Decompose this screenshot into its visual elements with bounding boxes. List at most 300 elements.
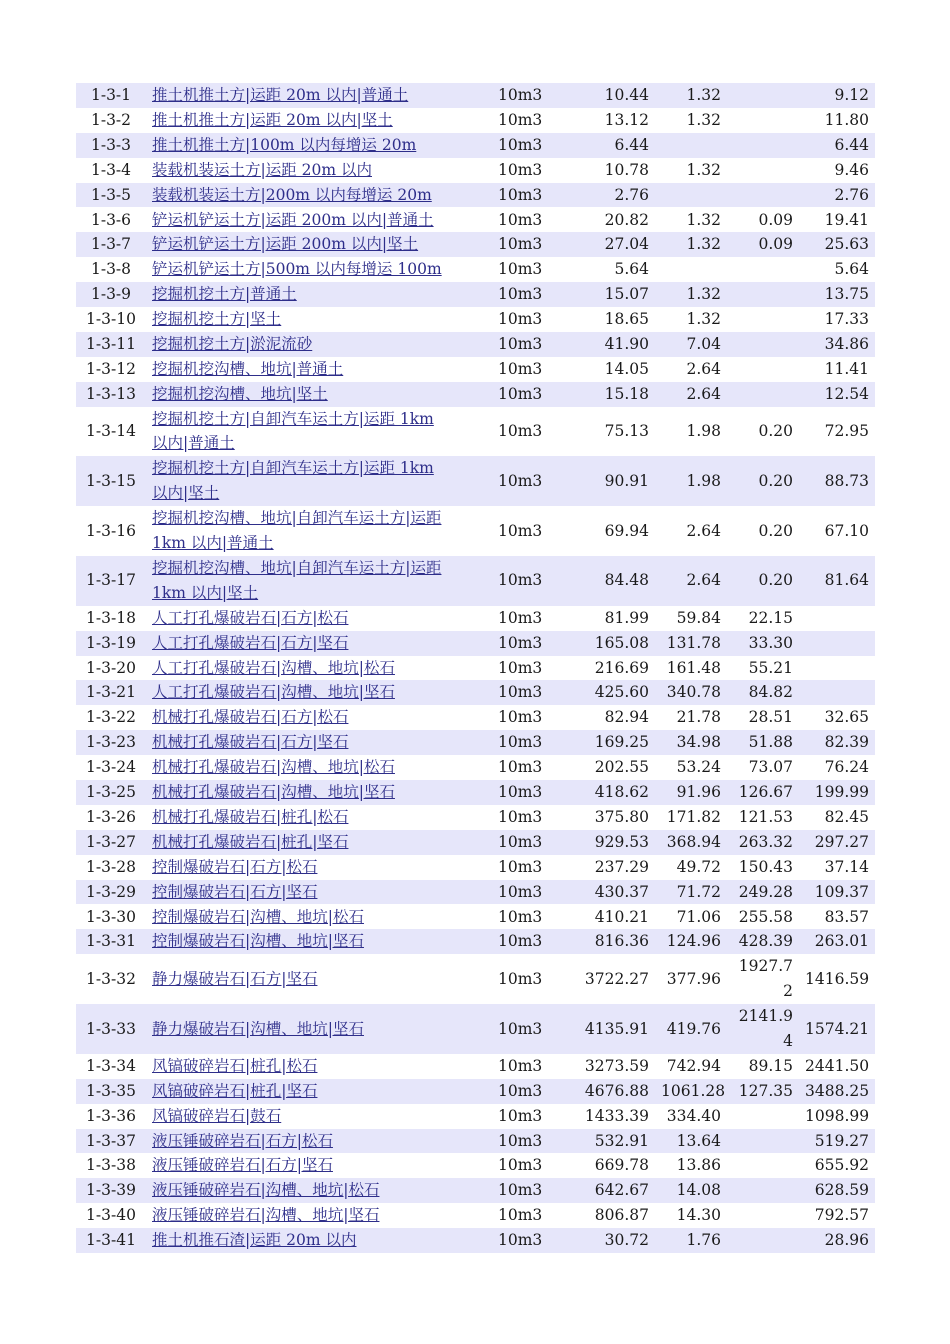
quota-code-cell: 1-3-17: [76, 556, 146, 606]
quota-name-link[interactable]: 铲运机铲运土方|运距 200m 以内|普通土: [152, 210, 434, 229]
quota-name-link[interactable]: 机械打孔爆破岩石|桩孔|坚石: [152, 832, 349, 851]
quota-name-cell: [146, 183, 458, 208]
unit-cell: 10m3: [458, 880, 553, 905]
labor-cost-cell: 1.98: [655, 456, 727, 506]
quota-name-link[interactable]: 机械打孔爆破岩石|沟槽、地坑|松石: [152, 758, 395, 777]
quota-name-link[interactable]: 液压锤破碎岩石|石方|松石: [152, 1131, 333, 1150]
quota-name-link[interactable]: 挖掘机挖土方|自卸汽车运土方|运距 1km 以内|普通土: [152, 409, 434, 453]
machine-cost-cell: 519.27: [799, 1129, 875, 1154]
labor-cost-cell: 1.98: [655, 407, 727, 457]
quota-name-link[interactable]: 装载机装运土方|200m 以内每增运 20m: [152, 185, 432, 204]
table-row: [76, 407, 875, 457]
machine-cost-cell: 83.57: [799, 904, 875, 929]
quota-name-cell: [146, 1054, 458, 1079]
quota-code-cell: 1-3-22: [76, 705, 146, 730]
total-price-cell: 75.13: [553, 407, 655, 457]
material-cost-cell: 150.43: [727, 855, 799, 880]
quota-name-link[interactable]: 静力爆破岩石|沟槽、地坑|坚石: [152, 1019, 364, 1038]
quota-name-cell: [146, 1079, 458, 1104]
table-row: [76, 506, 875, 556]
quota-name-cell: [146, 382, 458, 407]
material-cost-cell: [727, 1104, 799, 1129]
table-row: [76, 232, 875, 257]
quota-name-link[interactable]: 挖掘机挖土方|淤泥流砂: [152, 334, 313, 353]
quota-name-cell: [146, 506, 458, 556]
total-price-cell: 18.65: [553, 307, 655, 332]
total-price-cell: 425.60: [553, 680, 655, 705]
material-cost-cell: [727, 183, 799, 208]
machine-cost-cell: 72.95: [799, 407, 875, 457]
quota-code-cell: 1-3-26: [76, 805, 146, 830]
total-price-cell: 3722.27: [553, 954, 655, 1004]
total-price-cell: 642.67: [553, 1178, 655, 1203]
table-row: [76, 656, 875, 681]
unit-cell: 10m3: [458, 1054, 553, 1079]
labor-cost-cell: 14.30: [655, 1203, 727, 1228]
unit-cell: 10m3: [458, 606, 553, 631]
quota-code-cell: 1-3-36: [76, 1104, 146, 1129]
quota-code-cell: 1-3-38: [76, 1153, 146, 1178]
table-row: [76, 257, 875, 282]
quota-code-cell: 1-3-35: [76, 1079, 146, 1104]
total-price-cell: 806.87: [553, 1203, 655, 1228]
labor-cost-cell: 91.96: [655, 780, 727, 805]
quota-code-cell: 1-3-6: [76, 207, 146, 232]
quota-name-cell: [146, 407, 458, 457]
quota-code-cell: 1-3-12: [76, 357, 146, 382]
quota-name-cell: [146, 954, 458, 1004]
quota-name-link[interactable]: 风镐破碎岩石|桩孔|松石: [152, 1056, 318, 1075]
table-row: [76, 1203, 875, 1228]
quota-name-link[interactable]: 液压锤破碎岩石|沟槽、地坑|松石: [152, 1181, 380, 1200]
total-price-cell: 669.78: [553, 1153, 655, 1178]
labor-cost-cell: 1.32: [655, 282, 727, 307]
quota-name-link[interactable]: 挖掘机挖土方|坚土: [152, 310, 282, 329]
machine-cost-cell: 17.33: [799, 307, 875, 332]
machine-cost-cell: 82.39: [799, 730, 875, 755]
total-price-cell: 81.99: [553, 606, 655, 631]
machine-cost-cell: [799, 680, 875, 705]
material-cost-cell: 126.67: [727, 780, 799, 805]
total-price-cell: 15.07: [553, 282, 655, 307]
quota-name-cell: [146, 1228, 458, 1253]
quota-name-link[interactable]: 挖掘机挖沟槽、地坑|坚土: [152, 384, 328, 403]
total-price-cell: 10.44: [553, 83, 655, 108]
table-row: [76, 1004, 875, 1054]
machine-cost-cell: 3488.25: [799, 1079, 875, 1104]
unit-cell: 10m3: [458, 1153, 553, 1178]
total-price-cell: 15.18: [553, 382, 655, 407]
material-cost-cell: 428.39: [727, 929, 799, 954]
total-price-cell: 532.91: [553, 1129, 655, 1154]
table-row: [76, 108, 875, 133]
unit-cell: 10m3: [458, 108, 553, 133]
labor-cost-cell: 171.82: [655, 805, 727, 830]
table-row: [76, 805, 875, 830]
quota-code-cell: 1-3-7: [76, 232, 146, 257]
machine-cost-cell: 2441.50: [799, 1054, 875, 1079]
quota-name-cell: [146, 1004, 458, 1054]
labor-cost-cell: [655, 257, 727, 282]
material-cost-cell: [727, 83, 799, 108]
unit-cell: 10m3: [458, 83, 553, 108]
unit-cell: 10m3: [458, 1104, 553, 1129]
total-price-cell: 816.36: [553, 929, 655, 954]
machine-cost-cell: 34.86: [799, 332, 875, 357]
quota-code-cell: 1-3-30: [76, 904, 146, 929]
quota-name-cell: [146, 307, 458, 332]
quota-name-cell: [146, 656, 458, 681]
quota-code-cell: 1-3-8: [76, 257, 146, 282]
quota-code-cell: 1-3-10: [76, 307, 146, 332]
labor-cost-cell: 1.76: [655, 1228, 727, 1253]
quota-name-cell: [146, 705, 458, 730]
total-price-cell: 202.55: [553, 755, 655, 780]
material-cost-cell: 0.20: [727, 506, 799, 556]
labor-cost-cell: 59.84: [655, 606, 727, 631]
labor-cost-cell: 71.72: [655, 880, 727, 905]
table-row: [76, 133, 875, 158]
table-row: [76, 282, 875, 307]
table-row: [76, 1054, 875, 1079]
unit-cell: 10m3: [458, 656, 553, 681]
labor-cost-cell: 14.08: [655, 1178, 727, 1203]
quota-name-cell: [146, 83, 458, 108]
material-cost-cell: [727, 133, 799, 158]
quota-table: [76, 83, 875, 1253]
table-row: [76, 1178, 875, 1203]
quota-name-link[interactable]: 控制爆破岩石|石方|松石: [152, 857, 318, 876]
unit-cell: 10m3: [458, 805, 553, 830]
machine-cost-cell: 67.10: [799, 506, 875, 556]
material-cost-cell: [727, 1178, 799, 1203]
table-row: [76, 307, 875, 332]
quota-name-cell: [146, 133, 458, 158]
material-cost-cell: 121.53: [727, 805, 799, 830]
machine-cost-cell: 1098.99: [799, 1104, 875, 1129]
machine-cost-cell: 1574.21: [799, 1004, 875, 1054]
quota-name-cell: [146, 556, 458, 606]
quota-name-link[interactable]: 人工打孔爆破岩石|石方|松石: [152, 608, 349, 627]
unit-cell: 10m3: [458, 755, 553, 780]
quota-name-link[interactable]: 铲运机铲运土方|运距 200m 以内|坚土: [152, 235, 419, 254]
total-price-cell: 4135.91: [553, 1004, 655, 1054]
quota-name-link[interactable]: 挖掘机挖沟槽、地坑|自卸汽车运土方|运距 1km 以内|普通土: [152, 509, 442, 553]
quota-name-link[interactable]: 挖掘机挖沟槽、地坑|普通土: [152, 359, 344, 378]
machine-cost-cell: 199.99: [799, 780, 875, 805]
material-cost-cell: [727, 257, 799, 282]
quota-name-cell: [146, 257, 458, 282]
quota-name-cell: [146, 1129, 458, 1154]
unit-cell: 10m3: [458, 282, 553, 307]
table-row: [76, 954, 875, 1004]
material-cost-cell: [727, 1203, 799, 1228]
machine-cost-cell: 792.57: [799, 1203, 875, 1228]
quota-code-cell: 1-3-16: [76, 506, 146, 556]
machine-cost-cell: 1416.59: [799, 954, 875, 1004]
unit-cell: 10m3: [458, 1228, 553, 1253]
quota-name-link[interactable]: 控制爆破岩石|石方|坚石: [152, 882, 318, 901]
quota-name-cell: [146, 880, 458, 905]
quota-code-cell: 1-3-40: [76, 1203, 146, 1228]
machine-cost-cell: [799, 631, 875, 656]
quota-name-link[interactable]: 人工打孔爆破岩石|沟槽、地坑|坚石: [152, 683, 395, 702]
material-cost-cell: 263.32: [727, 830, 799, 855]
quota-name-link[interactable]: 液压锤破碎岩石|石方|坚石: [152, 1156, 333, 1175]
table-row: [76, 680, 875, 705]
total-price-cell: 410.21: [553, 904, 655, 929]
unit-cell: 10m3: [458, 730, 553, 755]
unit-cell: 10m3: [458, 232, 553, 257]
quota-name-link[interactable]: 挖掘机挖沟槽、地坑|自卸汽车运土方|运距 1km 以内|坚土: [152, 559, 442, 602]
table-row: [76, 830, 875, 855]
material-cost-cell: 22.15: [727, 606, 799, 631]
labor-cost-cell: 1.32: [655, 307, 727, 332]
quota-name-link[interactable]: 推土机推土方|100m 以内每增运 20m: [152, 135, 417, 154]
material-cost-cell: 73.07: [727, 755, 799, 780]
quota-code-cell: 1-3-5: [76, 183, 146, 208]
quota-name-cell: [146, 1203, 458, 1228]
quota-name-link[interactable]: 控制爆破岩石|沟槽、地坑|松石: [152, 907, 364, 926]
unit-cell: 10m3: [458, 680, 553, 705]
quota-sheet: [76, 83, 875, 1253]
machine-cost-cell: 628.59: [799, 1178, 875, 1203]
labor-cost-cell: 742.94: [655, 1054, 727, 1079]
table-row: [76, 1228, 875, 1253]
quota-name-cell: [146, 680, 458, 705]
machine-cost-cell: 37.14: [799, 855, 875, 880]
material-cost-cell: [727, 357, 799, 382]
quota-name-link[interactable]: 挖掘机挖土方|普通土: [152, 285, 297, 304]
quota-code-cell: 1-3-4: [76, 158, 146, 183]
quota-code-cell: 1-3-15: [76, 456, 146, 506]
quota-name-link[interactable]: 铲运机铲运土方|500m 以内每增运 100m: [152, 260, 442, 279]
quota-name-link[interactable]: 机械打孔爆破岩石|桩孔|松石: [152, 807, 349, 826]
quota-code-cell: 1-3-23: [76, 730, 146, 755]
unit-cell: 10m3: [458, 1178, 553, 1203]
material-cost-cell: [727, 307, 799, 332]
quota-name-link[interactable]: 装载机装运土方|运距 20m 以内: [152, 160, 372, 179]
unit-cell: 10m3: [458, 257, 553, 282]
table-row: [76, 1153, 875, 1178]
total-price-cell: 1433.39: [553, 1104, 655, 1129]
labor-cost-cell: 1.32: [655, 158, 727, 183]
quota-code-cell: 1-3-9: [76, 282, 146, 307]
labor-cost-cell: 1.32: [655, 232, 727, 257]
total-price-cell: 10.78: [553, 158, 655, 183]
labor-cost-cell: 161.48: [655, 656, 727, 681]
labor-cost-cell: [655, 133, 727, 158]
quota-name-cell: [146, 357, 458, 382]
unit-cell: 10m3: [458, 456, 553, 506]
labor-cost-cell: 1.32: [655, 83, 727, 108]
machine-cost-cell: 81.64: [799, 556, 875, 606]
quota-name-cell: [146, 755, 458, 780]
quota-name-link[interactable]: 静力爆破岩石|石方|坚石: [152, 969, 318, 988]
material-cost-cell: [727, 282, 799, 307]
quota-table-body: [76, 83, 875, 1253]
labor-cost-cell: 1061.28: [655, 1079, 727, 1104]
labor-cost-cell: 2.64: [655, 357, 727, 382]
material-cost-cell: [727, 1129, 799, 1154]
table-row: [76, 755, 875, 780]
machine-cost-cell: 297.27: [799, 830, 875, 855]
quota-name-link[interactable]: 风镐破碎岩石|鼓石: [152, 1106, 282, 1125]
table-row: [76, 183, 875, 208]
quota-code-cell: 1-3-31: [76, 929, 146, 954]
material-cost-cell: [727, 1153, 799, 1178]
unit-cell: 10m3: [458, 1079, 553, 1104]
quota-name-link[interactable]: 机械打孔爆破岩石|沟槽、地坑|坚石: [152, 783, 395, 802]
quota-code-cell: 1-3-34: [76, 1054, 146, 1079]
table-row: [76, 1079, 875, 1104]
machine-cost-cell: 9.46: [799, 158, 875, 183]
total-price-cell: 82.94: [553, 705, 655, 730]
table-row: [76, 207, 875, 232]
labor-cost-cell: 2.64: [655, 382, 727, 407]
machine-cost-cell: 9.12: [799, 83, 875, 108]
unit-cell: 10m3: [458, 929, 553, 954]
table-row: [76, 880, 875, 905]
unit-cell: 10m3: [458, 556, 553, 606]
material-cost-cell: 1927.72: [727, 954, 799, 1004]
quota-name-cell: [146, 232, 458, 257]
labor-cost-cell: 34.98: [655, 730, 727, 755]
total-price-cell: 3273.59: [553, 1054, 655, 1079]
quota-code-cell: 1-3-11: [76, 332, 146, 357]
machine-cost-cell: 11.80: [799, 108, 875, 133]
quota-name-cell: [146, 1104, 458, 1129]
quota-code-cell: 1-3-33: [76, 1004, 146, 1054]
table-row: [76, 556, 875, 606]
table-row: [76, 332, 875, 357]
total-price-cell: 418.62: [553, 780, 655, 805]
table-row: [76, 929, 875, 954]
machine-cost-cell: 28.96: [799, 1228, 875, 1253]
material-cost-cell: 0.09: [727, 232, 799, 257]
quota-code-cell: 1-3-21: [76, 680, 146, 705]
machine-cost-cell: [799, 606, 875, 631]
quota-name-link[interactable]: 风镐破碎岩石|桩孔|坚石: [152, 1081, 318, 1100]
quota-name-link[interactable]: 推土机推石渣|运距 20m 以内: [152, 1231, 357, 1250]
quota-name-link[interactable]: 机械打孔爆破岩石|石方|松石: [152, 708, 349, 727]
material-cost-cell: 0.20: [727, 407, 799, 457]
quota-code-cell: 1-3-1: [76, 83, 146, 108]
quota-name-link[interactable]: 推土机推土方|运距 20m 以内|普通土: [152, 86, 409, 105]
table-row: [76, 357, 875, 382]
labor-cost-cell: 124.96: [655, 929, 727, 954]
quota-name-cell: [146, 282, 458, 307]
quota-code-cell: 1-3-20: [76, 656, 146, 681]
total-price-cell: 237.29: [553, 855, 655, 880]
total-price-cell: 27.04: [553, 232, 655, 257]
labor-cost-cell: 334.40: [655, 1104, 727, 1129]
material-cost-cell: [727, 158, 799, 183]
quota-name-link[interactable]: 挖掘机挖土方|自卸汽车运土方|运距 1km 以内|坚土: [152, 459, 434, 503]
unit-cell: 10m3: [458, 1203, 553, 1228]
table-row: [76, 780, 875, 805]
quota-code-cell: 1-3-2: [76, 108, 146, 133]
unit-cell: 10m3: [458, 407, 553, 457]
total-price-cell: 90.91: [553, 456, 655, 506]
unit-cell: 10m3: [458, 382, 553, 407]
unit-cell: 10m3: [458, 705, 553, 730]
labor-cost-cell: 53.24: [655, 755, 727, 780]
total-price-cell: 4676.88: [553, 1079, 655, 1104]
total-price-cell: 69.94: [553, 506, 655, 556]
material-cost-cell: [727, 382, 799, 407]
total-price-cell: 216.69: [553, 656, 655, 681]
total-price-cell: 84.48: [553, 556, 655, 606]
material-cost-cell: 33.30: [727, 631, 799, 656]
machine-cost-cell: 25.63: [799, 232, 875, 257]
total-price-cell: 14.05: [553, 357, 655, 382]
quota-name-cell: [146, 606, 458, 631]
unit-cell: 10m3: [458, 855, 553, 880]
labor-cost-cell: 377.96: [655, 954, 727, 1004]
labor-cost-cell: 1.32: [655, 207, 727, 232]
quota-name-cell: [146, 1153, 458, 1178]
machine-cost-cell: 32.65: [799, 705, 875, 730]
machine-cost-cell: 5.64: [799, 257, 875, 282]
material-cost-cell: [727, 1228, 799, 1253]
labor-cost-cell: 21.78: [655, 705, 727, 730]
material-cost-cell: [727, 332, 799, 357]
quota-name-cell: [146, 158, 458, 183]
material-cost-cell: 0.09: [727, 207, 799, 232]
quota-code-cell: 1-3-19: [76, 631, 146, 656]
machine-cost-cell: 12.54: [799, 382, 875, 407]
quota-name-cell: [146, 904, 458, 929]
quota-name-cell: [146, 207, 458, 232]
table-row: [76, 705, 875, 730]
quota-name-link[interactable]: 推土机推土方|运距 20m 以内|坚土: [152, 110, 393, 129]
material-cost-cell: 249.28: [727, 880, 799, 905]
labor-cost-cell: 131.78: [655, 631, 727, 656]
quota-code-cell: 1-3-24: [76, 755, 146, 780]
unit-cell: 10m3: [458, 780, 553, 805]
total-price-cell: 375.80: [553, 805, 655, 830]
quota-name-link[interactable]: 人工打孔爆破岩石|沟槽、地坑|松石: [152, 658, 395, 677]
table-row: [76, 730, 875, 755]
total-price-cell: 165.08: [553, 631, 655, 656]
quota-name-link[interactable]: 机械打孔爆破岩石|石方|坚石: [152, 733, 349, 752]
unit-cell: 10m3: [458, 207, 553, 232]
unit-cell: 10m3: [458, 1004, 553, 1054]
quota-name-cell: [146, 332, 458, 357]
labor-cost-cell: 2.64: [655, 506, 727, 556]
table-row: [76, 1129, 875, 1154]
quota-name-link[interactable]: 人工打孔爆破岩石|石方|坚石: [152, 633, 349, 652]
quota-code-cell: 1-3-13: [76, 382, 146, 407]
machine-cost-cell: 6.44: [799, 133, 875, 158]
total-price-cell: 430.37: [553, 880, 655, 905]
quota-code-cell: 1-3-28: [76, 855, 146, 880]
machine-cost-cell: [799, 656, 875, 681]
quota-code-cell: 1-3-39: [76, 1178, 146, 1203]
machine-cost-cell: 263.01: [799, 929, 875, 954]
material-cost-cell: [727, 108, 799, 133]
unit-cell: 10m3: [458, 631, 553, 656]
material-cost-cell: 2141.94: [727, 1004, 799, 1054]
quota-name-cell: [146, 108, 458, 133]
labor-cost-cell: 340.78: [655, 680, 727, 705]
quota-code-cell: 1-3-41: [76, 1228, 146, 1253]
quota-name-link[interactable]: 液压锤破碎岩石|沟槽、地坑|坚石: [152, 1206, 380, 1225]
unit-cell: 10m3: [458, 332, 553, 357]
table-row: [76, 83, 875, 108]
quota-name-link[interactable]: 控制爆破岩石|沟槽、地坑|坚石: [152, 932, 364, 951]
